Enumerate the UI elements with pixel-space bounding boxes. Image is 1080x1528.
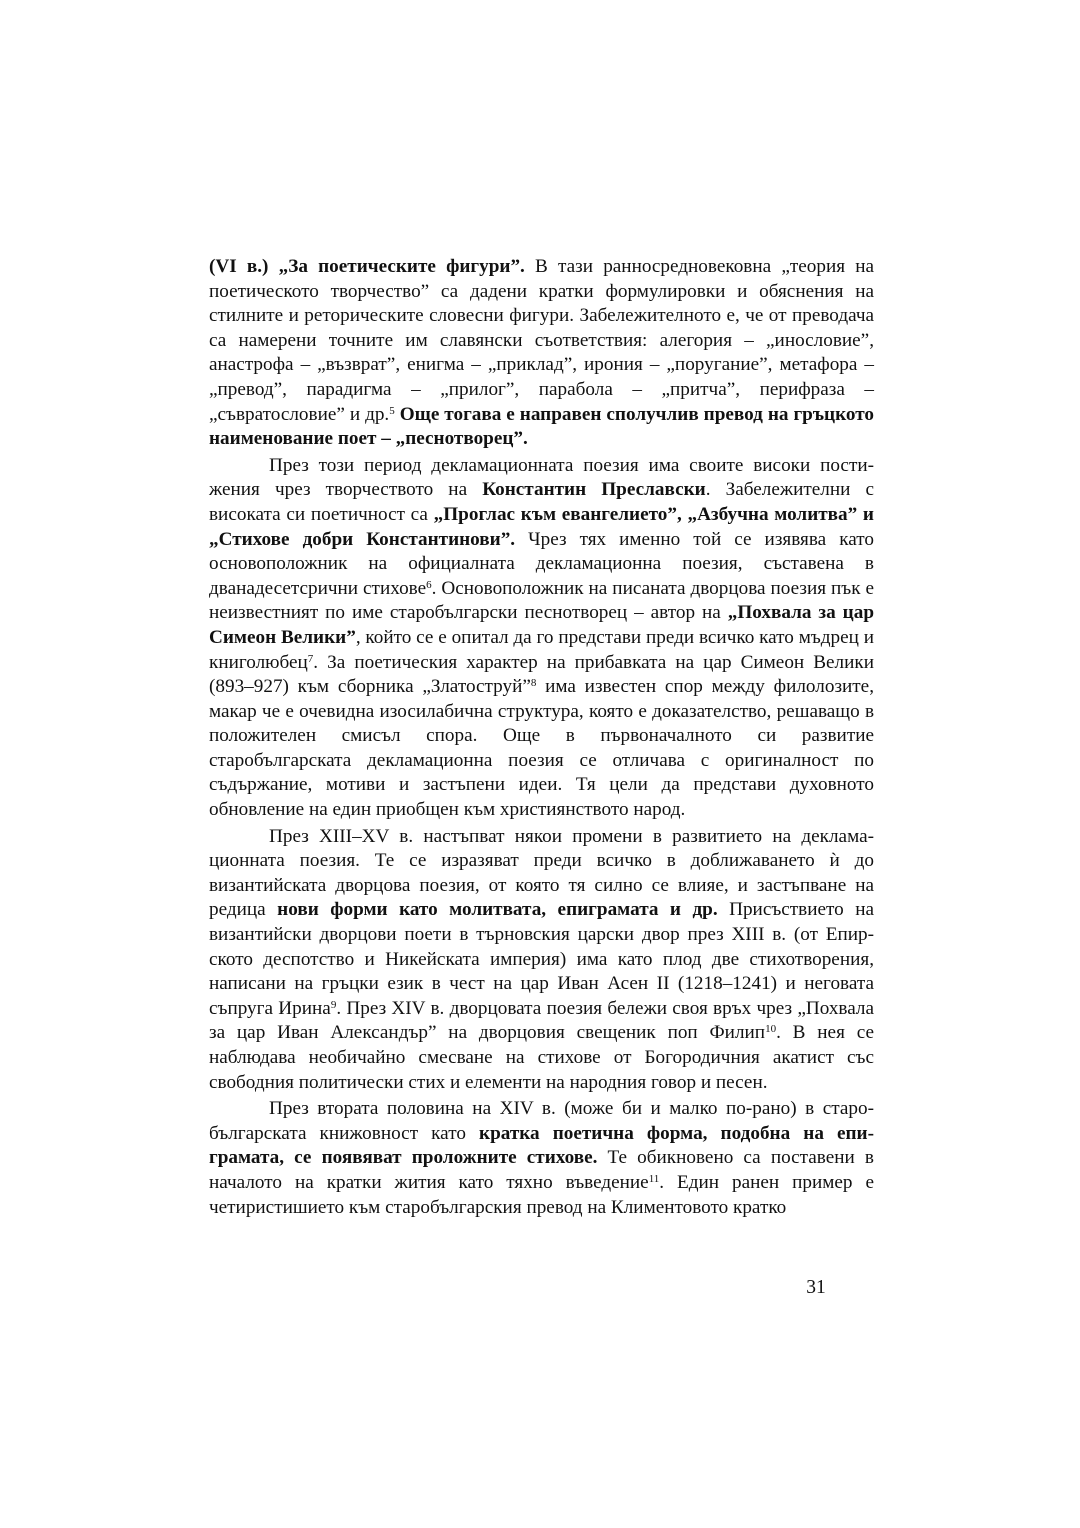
text-run: има известен спор между филолозите, макар че е очевидна изосилабична структура, която е доказателство, решаващо в положителен смисъл спора. Още в първоначалното си развитие старобългарската декламационна поезия се отличава с оригиналност по съдържание, мотиви и застъпени идеи. Тя цели да представи духовното обновление на един приобщен към християнството народ. <box>209 676 874 821</box>
footnote-ref: 6 <box>426 578 432 591</box>
text-run: . През XIV в. дворцовата поезия бележи своя връх чрез „Похвала за цар Иван Александър” на дворцовия свещеник поп Филип <box>209 997 875 1044</box>
bold-text: „Проглас към евангелието”, „Азбучна молитва” и „Стихове добри Константинови”. <box>209 503 874 550</box>
text-run: През втората половина на XIV в. (може би и малко по-рано) в старобългарската книжовност като <box>209 1098 874 1144</box>
bold-text: Още тогава е направен сполучлив превод на гръцкото наименование поет – „песнотворец”. <box>209 403 874 450</box>
bold-text: нови форми като молитвата, епиграмата и др. <box>277 899 718 921</box>
text-run: През този период декламационната поезия има своите високи постижения чрез творчеството на <box>209 454 874 501</box>
footnote-ref: 5 <box>389 404 395 417</box>
paragraph <box>209 1097 874 1220</box>
bold-text: (VI в.) „За поетическите фигури”. <box>209 256 525 277</box>
text-run: Те обикновено са поставени в началото на кратки жития като тяхно въведение <box>209 1147 874 1193</box>
bold-text: кратка поетична форма, подобна на епиграмата, се появяват проложните стихове. <box>209 1122 875 1169</box>
text-run: . В нея се наблюдава необичайно смесване на стихове от Богородичния акатист със свободния политически стих и елементи на народния говор и песен. <box>209 1022 874 1093</box>
footnote-ref: 7 <box>307 652 314 665</box>
paragraph <box>209 825 874 1096</box>
text-run: . Забележителни с високата си поетичност са <box>209 479 874 525</box>
bold-text: Константин Преславски <box>482 479 706 501</box>
page-number-label: 31 <box>806 1277 826 1298</box>
text-run: През XIII–XV в. настъпват някои промени в развитието на декламационната поезия. Те се изразяват преди всичко в доближаването ѝ до византийската дворцова поезия, от която тя силно се влияе, и застъпване на редица <box>209 825 874 921</box>
text-run: Чрез тях именно той се изявява като основоположник на официалната декламационна поезия, съставена в дванадесетсрични стихове <box>209 528 874 599</box>
footnote-ref: 9 <box>330 998 337 1011</box>
text-run: . За поетическия характер на прибавката на цар Симеон Велики (893–927) към сборника „Златоструй” <box>209 651 874 698</box>
footnote-ref: 10 <box>765 1023 777 1036</box>
text-run: . Основоположник на писаната дворцова поезия пък е неизвестният по име старобългарски песнотворец – автор на <box>209 577 875 624</box>
page-number <box>0 1277 1080 1299</box>
footnote-ref: 11 <box>648 1172 660 1185</box>
footnote-ref: 8 <box>530 677 537 690</box>
text-run: . Един ранен пример е четиристишието към старобългарския превод на Климентовото кратко <box>209 1171 874 1218</box>
text-run: , който се е опитал да го представи преди всичко като мъдрец и книголюбец <box>209 626 874 673</box>
body-text <box>209 255 874 1220</box>
paragraph <box>209 454 874 823</box>
text-run: В тази ранносредновековна „теория на поетическото творчество” са дадени кратки формулировки и обяснения на стилните и реторическите словесни фигури. Забележителното е, че от преводача са намерени точните им славянски съответствия: алегория – „инословие”, анастрофа – „възврат”, енигма – „приклад”, ирония – „поругание”, метафора – „превод”, парадигма – „прилог”, парабола – „притча”, перифраза – „съвратословие” и др. <box>209 256 875 425</box>
paragraph <box>209 255 874 452</box>
text-run: Присъствието на византийски дворцови поети в търновския царски двор през XIII в. (от Епирското деспотство и Никейската империя) има като плод две стихотворения, написани на гръцки език в чест на цар Иван Асен II (1218–1241) и неговата съпруга Ирина <box>209 899 874 1019</box>
bold-text: „Похвала за цар Симеон Велики” <box>209 602 874 648</box>
